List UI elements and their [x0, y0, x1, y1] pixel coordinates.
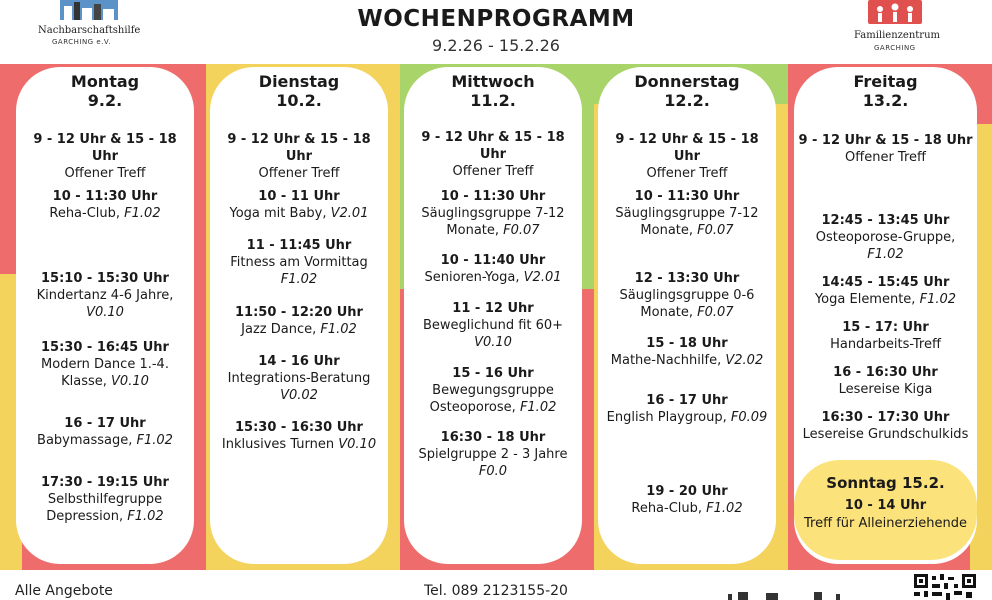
entry-room: F1.02 — [136, 433, 173, 448]
entry-time: 16 - 17 Uhr — [646, 393, 728, 408]
day-date: 11.2. — [470, 91, 516, 110]
entry-time: 10 - 11:30 Uhr — [634, 189, 740, 204]
entry-title: Spielgruppe 2 - 3 Jahre — [418, 447, 568, 462]
list-item — [794, 132, 977, 166]
entry-title: Beweglichund fit 60+ — [422, 318, 564, 333]
entry-title: Offener Treff — [845, 150, 926, 165]
entry-room: V0.10 — [338, 437, 377, 452]
list-item — [16, 131, 194, 182]
entry-time: 15:30 - 16:30 Uhr — [235, 420, 363, 435]
list-item — [794, 364, 977, 398]
entry-title: Modern Dance 1.-4. Klasse, — [41, 357, 169, 389]
list-item — [210, 304, 388, 338]
list-item — [16, 339, 194, 390]
entry-title: Lesereise Kiga — [838, 382, 933, 397]
entry-time: 10 - 11:40 Uhr — [440, 253, 546, 268]
entry-time: 10 - 11:30 Uhr — [52, 189, 158, 204]
entry-time: 9 - 12 Uhr & 15 - 18 Uhr — [227, 132, 371, 164]
entry-desc — [214, 321, 384, 338]
day-heading — [598, 72, 776, 110]
entry-time: 16:30 - 17:30 Uhr — [821, 410, 950, 425]
entry-title: English Playgroup, — [606, 410, 727, 425]
entry-desc — [602, 165, 772, 182]
entry-desc — [798, 149, 973, 166]
entry-room: F1.02 — [127, 509, 164, 524]
sunday-heading: Sonntag 15.2. — [826, 474, 945, 492]
footer-phone: Tel. 089 2123155-20 — [424, 583, 568, 599]
entry-time: 16:30 - 18 Uhr — [440, 430, 546, 445]
entry-time: 14:45 - 15:45 Uhr — [821, 275, 950, 290]
logo-left-sub: GARCHING e.V. — [52, 38, 111, 46]
entry-room: F1.02 — [706, 501, 743, 516]
list-item — [404, 188, 582, 239]
entry-room: V2.01 — [330, 206, 369, 221]
list-item — [404, 300, 582, 351]
entry-title: Mathe-Nachhilfe, — [610, 353, 722, 368]
entry-title: Offener Treff — [64, 166, 146, 181]
entry-room: V2.02 — [725, 353, 764, 368]
list-item — [16, 474, 194, 525]
entry-time: 9 - 12 Uhr & 15 - 18 Uhr — [33, 132, 177, 164]
list-item — [404, 365, 582, 416]
entry-time: 14 - 16 Uhr — [258, 354, 340, 369]
entry-title: Inklusives Turnen — [221, 437, 335, 452]
entry-desc — [602, 287, 772, 321]
entry-title: Jazz Dance, — [241, 322, 317, 337]
entry-room: F1.02 — [124, 206, 161, 221]
day-name: Mittwoch — [451, 72, 535, 91]
logo-right-sub: GARCHING — [874, 44, 916, 52]
entry-desc — [20, 165, 190, 182]
entry-time: 15 - 16 Uhr — [452, 366, 534, 381]
entry-time: 11 - 12 Uhr — [452, 301, 534, 316]
entry-title: Säuglingsgruppe 0-6 Monate, — [619, 288, 755, 320]
entry-desc — [602, 205, 772, 239]
list-item — [598, 392, 776, 426]
list-item — [598, 131, 776, 182]
entry-time: 12 - 13:30 Uhr — [634, 271, 740, 286]
entry-room: F1.02 — [519, 400, 557, 415]
entry-room: F1.02 — [919, 292, 957, 307]
sunday-desc: Treff für Alleinerziehende — [804, 516, 967, 531]
day-date: 9.2. — [87, 91, 123, 110]
entry-title: Reha-Club, — [49, 206, 121, 221]
day-name: Donnerstag — [634, 72, 740, 91]
header — [0, 0, 992, 64]
entry-desc — [20, 356, 190, 390]
entry-title: Lesereise Grundschulkids — [802, 427, 969, 442]
sunday-time: 10 - 14 Uhr — [844, 498, 927, 513]
entry-title: Bewegungsgruppe Osteoporose, — [429, 383, 554, 415]
entry-desc — [798, 291, 973, 308]
entry-desc — [408, 317, 578, 351]
entry-time: 15 - 18 Uhr — [646, 336, 728, 351]
entry-desc — [798, 336, 973, 353]
list-item — [210, 353, 388, 404]
entry-desc — [602, 409, 772, 426]
list-item — [404, 129, 582, 180]
list-item — [16, 415, 194, 449]
day-card-dienstag — [210, 67, 388, 564]
list-item — [404, 429, 582, 480]
entry-title: Osteoporose-Gruppe, — [815, 230, 956, 245]
entry-time: 15:30 - 16:45 Uhr — [41, 340, 169, 355]
entry-title: Integrations-Beratung — [227, 371, 371, 386]
entry-title: Fitness am Vormittag — [230, 255, 368, 270]
entry-desc — [20, 432, 190, 449]
list-item — [794, 274, 977, 308]
entry-time: 15 - 17: Uhr — [842, 320, 929, 335]
day-name: Freitag — [853, 72, 918, 91]
entry-room: V2.01 — [523, 270, 562, 285]
entry-desc — [214, 205, 384, 222]
entry-time: 12:45 - 13:45 Uhr — [821, 213, 950, 228]
entry-time: 15:10 - 15:30 Uhr — [41, 271, 169, 286]
list-item — [16, 188, 194, 222]
entry-room: F0.09 — [730, 410, 768, 425]
sunday-card — [794, 460, 977, 560]
entry-desc — [602, 500, 772, 517]
entry-room: V0.10 — [111, 374, 149, 389]
entry-desc — [602, 352, 772, 369]
list-item — [210, 188, 388, 222]
entry-desc — [408, 163, 578, 180]
entry-time: 9 - 12 Uhr & 15 - 18 Uhr — [421, 130, 565, 162]
entry-title: Babymassage, — [37, 433, 133, 448]
entry-time: 10 - 11:30 Uhr — [440, 189, 546, 204]
entry-desc — [408, 382, 578, 416]
entry-room: V0.10 — [86, 305, 124, 320]
list-item — [210, 419, 388, 453]
entry-time: 9 - 12 Uhr & 15 - 18 Uhr — [615, 132, 759, 164]
entry-time: 16 - 17 Uhr — [64, 416, 146, 431]
day-heading — [210, 72, 388, 110]
day-date: 12.2. — [664, 91, 710, 110]
day-name: Montag — [70, 72, 140, 91]
day-card-montag — [16, 67, 194, 564]
list-item — [794, 319, 977, 353]
entry-room: F0.0 — [478, 464, 508, 479]
day-card-donnerstag — [598, 67, 776, 564]
entry-desc — [408, 446, 578, 480]
entry-title: Senioren-Yoga, — [424, 270, 520, 285]
entry-time: 10 - 11 Uhr — [258, 189, 340, 204]
entry-title: Offener Treff — [452, 164, 534, 179]
list-item — [598, 483, 776, 517]
date-range: 9.2.26 - 15.2.26 — [432, 36, 560, 55]
cutoff-text-fragment — [728, 588, 878, 600]
day-heading — [404, 72, 582, 110]
entry-title: Säuglingsgruppe 7-12 Monate, — [615, 206, 759, 238]
list-item — [794, 409, 977, 443]
entry-desc — [408, 205, 578, 239]
entry-time: 11 - 11:45 Uhr — [246, 238, 352, 253]
family-tree-logo-icon — [868, 0, 922, 24]
entry-desc — [214, 254, 384, 288]
entry-desc — [798, 381, 973, 398]
entry-title: Reha-Club, — [631, 501, 703, 516]
entry-time: 11:50 - 12:20 Uhr — [235, 305, 363, 320]
entry-room: F0.07 — [697, 305, 734, 320]
list-item — [598, 335, 776, 369]
page-title: WOCHENPROGRAMM — [357, 6, 635, 32]
day-name: Dienstag — [258, 72, 340, 91]
entry-room: F0.07 — [503, 223, 540, 238]
entry-desc — [214, 370, 384, 404]
entry-desc — [214, 436, 384, 453]
entry-title: Handarbeits-Treff — [830, 337, 941, 352]
entry-room: F1.02 — [867, 247, 904, 262]
entry-time: 17:30 - 19:15 Uhr — [41, 475, 169, 490]
day-heading — [794, 72, 977, 110]
entry-desc — [408, 269, 578, 286]
entry-desc — [798, 229, 973, 263]
logo-right-name: Familienzentrum — [854, 30, 941, 41]
list-item — [598, 188, 776, 239]
entry-title: Yoga Elemente, — [814, 292, 916, 307]
list-item — [794, 212, 977, 263]
footer-offers: Alle Angebote — [15, 583, 113, 599]
qr-code-icon[interactable] — [914, 574, 976, 600]
entry-desc — [798, 426, 973, 443]
logo-familienzentrum — [848, 0, 948, 56]
entry-room: F0.07 — [697, 223, 734, 238]
entry-desc — [20, 205, 190, 222]
entry-time: 19 - 20 Uhr — [646, 484, 728, 499]
entry-desc — [20, 287, 190, 321]
list-item — [16, 270, 194, 321]
list-item — [404, 252, 582, 286]
entry-room: F1.02 — [320, 322, 357, 337]
entry-title: Säuglingsgruppe 7-12 Monate, — [421, 206, 565, 238]
day-card-mittwoch — [404, 67, 582, 564]
entry-time: 9 - 12 Uhr & 15 - 18 Uhr — [798, 133, 973, 148]
list-item — [598, 270, 776, 321]
entry-title: Offener Treff — [646, 166, 728, 181]
entry-title: Kindertanz 4-6 Jahre, — [36, 288, 174, 303]
logo-left-name: Nachbarschaftshilfe — [38, 25, 141, 36]
entry-desc — [20, 491, 190, 525]
day-date: 10.2. — [276, 91, 322, 110]
entry-room: V0.10 — [474, 335, 512, 350]
entry-time: 16 - 16:30 Uhr — [833, 365, 938, 380]
entry-desc — [214, 165, 384, 182]
entry-title: Selbsthilfegruppe Depression, — [46, 492, 163, 524]
entry-title: Yoga mit Baby, — [229, 206, 327, 221]
list-item — [210, 237, 388, 288]
list-item — [210, 131, 388, 182]
entry-title: Offener Treff — [258, 166, 340, 181]
day-heading — [16, 72, 194, 110]
entry-room: F1.02 — [280, 272, 318, 287]
entry-room: V0.02 — [280, 388, 318, 403]
day-date: 13.2. — [862, 91, 909, 110]
